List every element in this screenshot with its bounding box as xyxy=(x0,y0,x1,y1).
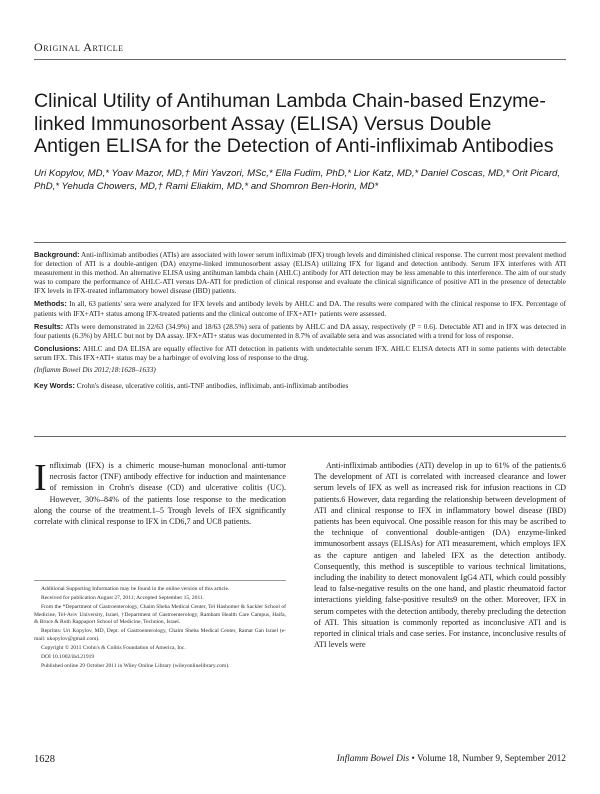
abstract-results xyxy=(34,322,566,341)
results-text: ATIs were demonstrated in 22/63 (34.9%) and 18/63 (28.5%) sera of patients by AHLC and DA assay, respectively (P = 0.6). Detectable ATI and in IFX was detected in four patients (6.3%) by AHLC but not by DA assay. IFX+ATI+ status was documented in 8.7% of available sera and was associated with a trend for loss of response. xyxy=(34,322,566,340)
article-title: Clinical Utility of Antihuman Lambda Chain-based Enzyme-linked Immunosorbent Assay (ELISA) Versus Double Antigen ELISA for the Detection of Anti-infliximab Antibodies xyxy=(34,90,554,157)
footnote-item: Additional Supporting Information may be found in the online version of this article. xyxy=(41,586,230,592)
journal-citation: (Inflamm Bowel Dis 2012;18:1628–1633) xyxy=(34,366,156,375)
intro-text: nfliximab (IFX) is a chimeric mouse-human monoclonal anti-tumor necrosis factor (TNF) antibody effective for induction and maintenance of remission in Crohn's disease (CD) and ulcerative colitis (UC). However, 30%–84% of the patients lose response to the medication along the course of the treatment.1–5 Trough levels of IFX significantly correlate with clinical response to IFX in CD6,7 and UC8 patients. xyxy=(34,461,286,527)
keywords-text: Crohn's disease, ulcerative colitis, anti-TNF antibodies, infliximab, anti-infliximab antibodies xyxy=(76,382,349,391)
abstract-methods xyxy=(34,299,566,318)
body-paragraph: Anti-infliximab antibodies (ATI) develop in up to 61% of the patients.6 The development of ATI is correlated with increased clearance and lower serum levels of IFX as well as increased risk for infusion reactions in CD patients.6 However, data regarding the relationship between development of ATI and clinical response to IFX in inflammatory bowel disease (IBD) patients has been equivocal. One possible reason for this may be ascribed to the technique of conventional double-antigen (DA) enzyme-linked immunosorbent assays (ELISAs) for ATI measurement, which employs IFX as the capture antigen and labeled IFX as the detection antibody. Consequently, this method is susceptible to various technical limitations, including the inability to detect monovalent IgG4 ATI, which could possibly lead to false-negative results on the one hand, and plastic rheumatoid factor interactions yielding false-positive results9 on the other. Moreover, IFX in serum competes with the detection antibody, thereby precluding the detection of ATI. This situation is commonly reported as inconclusive ATI and is reported in clinical trials and case series. For instance, inconclusive results of ATI levels were xyxy=(314,461,566,650)
footnote-item: Published online 29 October 2011 in Wiley Online Library (wileyonlinelibrary.com). xyxy=(41,662,230,669)
abstract-conclusions xyxy=(34,344,566,363)
body-column-right xyxy=(314,460,566,650)
conclusions-text: AHLC and DA ELISA are equally effective for ATI detection in patients with undetectable serum IFX. AHLC ELISA detects ATI in some patients with detectable serum IFX. This IFX+ATI+ status may be a harbinger of evolving loss of response to the drug. xyxy=(34,344,566,362)
running-footer xyxy=(337,754,566,764)
footnote-item: From the *Department of Gastroenterology, Chaim Sheba Medical Center, Tel Hashomer & Sackler School of Medicine, Tel-Aviv University, Israel, †Department of Gastroenterology, Rambam Health Care Campus, Haifa, & Bruce & Ruth Rappaport School of Medicine, Technion, Israel. xyxy=(34,604,286,625)
methods-label: Methods: xyxy=(34,299,67,309)
journal-name: Inflamm Bowel Dis xyxy=(336,754,410,764)
footnotes xyxy=(34,586,286,672)
abstract-top-rule xyxy=(34,242,566,243)
intro-paragraph xyxy=(34,457,286,527)
section-label: Original Article xyxy=(34,40,124,54)
footnote-item: Received for publication August 27, 2011; Accepted September 15, 2011. xyxy=(41,595,205,601)
methods-text: In all, 63 patients' sera were analyzed for IFX levels and antibody levels by AHLC and DA. The results were compared with the clinical response to IFX. Percentage of patients with IFX+ATI+ status among IFX-treated patients and the clinical outcome of IFX+ATI+ patients were assessed. xyxy=(34,300,566,318)
header-rule xyxy=(34,59,566,60)
body-column-left xyxy=(34,457,286,527)
abstract-bottom-rule xyxy=(34,436,566,437)
author-list: Uri Kopylov, MD,* Yoav Mazor, MD,† Miri Yavzori, MSc,* Ella Fudim, PhD,* Lior Katz, MD,* Daniel Coscas, MD,* Orit Picard, PhD,* Yehuda Chowers, MD,† Rami Eliakim, MD,* and Shomron Ben-Horin, MD* xyxy=(34,168,561,192)
journal-issue: • Volume 18, Number 9, September 2012 xyxy=(409,754,566,764)
abstract-keywords xyxy=(34,381,566,391)
drop-cap: I xyxy=(34,457,47,499)
conclusions-label: Conclusions: xyxy=(34,343,81,353)
footnote-rule xyxy=(34,580,286,581)
abstract-background xyxy=(34,250,566,296)
background-label: Background: xyxy=(34,250,80,259)
footnote-item: Copyright © 2011 Crohn's & Colitis Foundation of America, Inc. xyxy=(41,644,186,651)
footnote-item: DOI 10.1002/ibd.21919 xyxy=(41,653,95,660)
background-text: Anti-infliximab antibodies (ATIs) are associated with lower serum infliximab (IFX) trough levels and diminished clinical response. The current most prevalent method for detection of ATI is a double-antigen (DA) enzyme-linked immunosorbent assay (ELISA) utilizing IFX for ligand and detection antibody. Serum IFX interferes with ATI measurement in this method. An alternative ELISA using antihuman lambda chain (AHLC) antibody for ATI detection may be less amenable to this interference. The aim of our study was to compare the performance of AHLC-ATI versus DA-ATI for prediction of clinical response and evaluate the clinical significance of positive ATI in the presence of detectable IFX levels in IFX-treated inflammatory bowel disease (IBD) patients. xyxy=(34,251,566,296)
results-label: Results: xyxy=(34,321,64,331)
abstract xyxy=(34,250,566,394)
keywords-label: Key Words: xyxy=(34,381,75,391)
page-number: 1628 xyxy=(34,754,55,765)
footnote-item: Reprints: Uri Kopylov, MD, Dept. of Gastroenterology, Chaim Sheba Medical Center, Ramat Gan Israel (e-mail: ukopylov@gmail.com). xyxy=(34,628,286,642)
